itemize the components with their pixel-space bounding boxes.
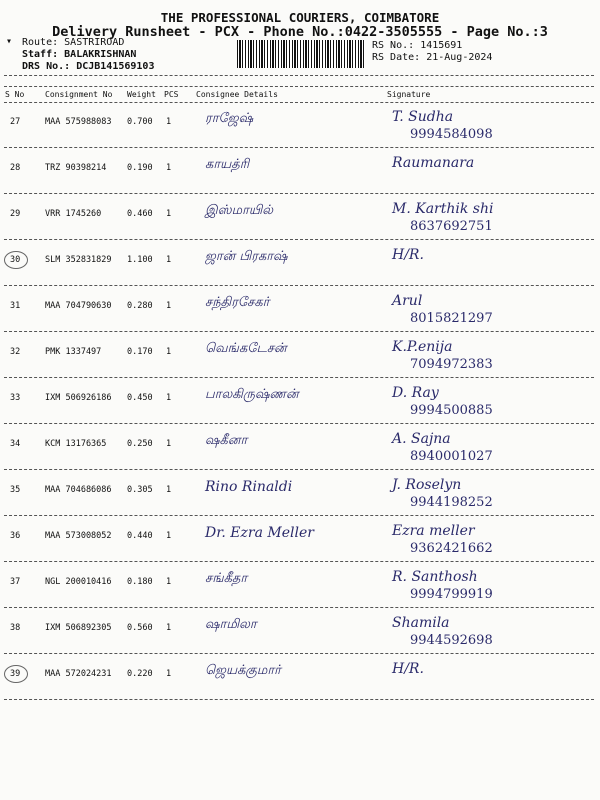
drs-value: DCJB141569103 — [76, 61, 155, 72]
row-pcs: 1 — [166, 393, 172, 403]
row-sno: 39 — [10, 669, 21, 679]
col-pcs: PCS — [164, 90, 179, 99]
row-consignee-name: ஜெயக்குமார் — [205, 663, 281, 678]
rs-no-label: RS No.: — [372, 40, 415, 51]
row-consignee-name: ஷகீனா — [205, 433, 248, 448]
circle-mark — [4, 665, 28, 683]
drs-line — [22, 61, 154, 73]
row-signature: J. Roselyn — [392, 477, 462, 493]
row-weight: 0.560 — [127, 623, 153, 633]
divider — [4, 102, 594, 103]
row-sno: 38 — [10, 623, 21, 633]
row-consignee-name: பாலகிருஷ்ணன் — [205, 387, 299, 402]
row-consignment: MAA 704790630 — [45, 301, 112, 311]
row-divider — [4, 193, 594, 194]
row-weight: 1.100 — [127, 255, 153, 265]
row-sno: 27 — [10, 117, 21, 127]
drs-label: DRS No.: — [22, 61, 71, 72]
row-consignment: MAA 704686086 — [45, 485, 112, 495]
row-pcs: 1 — [166, 485, 172, 495]
row-phone: 8637692751 — [410, 219, 493, 234]
row-sno: 29 — [10, 209, 21, 219]
row-signature: H/R. — [392, 661, 424, 677]
row-consignee-name: Dr. Ezra Meller — [205, 525, 314, 541]
row-weight: 0.250 — [127, 439, 153, 449]
row-phone: 9944592698 — [410, 633, 493, 648]
row-phone: 9994799919 — [410, 587, 493, 602]
route-line — [22, 37, 124, 49]
row-divider — [4, 377, 594, 378]
row-consignee-name: ஜான் பிரகாஷ் — [205, 249, 288, 264]
row-consignment: IXM 506892305 — [45, 623, 112, 633]
row-pcs: 1 — [166, 163, 172, 173]
row-signature: Ezra meller — [392, 523, 475, 539]
rs-no-value: 1415691 — [420, 40, 463, 51]
row-phone: 8940001027 — [410, 449, 493, 464]
row-signature: Raumanara — [392, 155, 475, 171]
row-phone: 9994584098 — [410, 127, 493, 142]
row-divider — [4, 699, 594, 700]
row-pcs: 1 — [166, 117, 172, 127]
row-sno: 32 — [10, 347, 21, 357]
row-weight: 0.280 — [127, 301, 153, 311]
col-weight: Weight — [127, 90, 156, 99]
col-consignee: Consignee Details — [196, 90, 278, 99]
row-phone: 9994500885 — [410, 403, 493, 418]
row-pcs: 1 — [166, 209, 172, 219]
row-pcs: 1 — [166, 347, 172, 357]
circle-mark — [4, 251, 28, 269]
row-signature: R. Santhosh — [392, 569, 478, 585]
col-sno: S No — [5, 90, 25, 99]
row-consignment: TRZ 90398214 — [45, 163, 107, 173]
rs-date-value: 21-Aug-2024 — [426, 52, 493, 63]
row-consignee-name: Rino Rinaldi — [205, 479, 293, 495]
row-divider — [4, 607, 594, 608]
row-phone: 9944198252 — [410, 495, 493, 510]
row-weight: 0.700 — [127, 117, 153, 127]
route-label: Route: — [22, 37, 59, 48]
row-divider — [4, 469, 594, 470]
row-weight: 0.440 — [127, 531, 153, 541]
row-signature: H/R. — [392, 247, 424, 263]
row-sno: 31 — [10, 301, 21, 311]
row-consignment: MAA 572024231 — [45, 669, 112, 679]
row-consignment: VRR 1745260 — [45, 209, 102, 219]
row-weight: 0.170 — [127, 347, 153, 357]
row-signature: A. Sajna — [392, 431, 451, 447]
row-consignment: SLM 352831829 — [45, 255, 112, 265]
row-divider — [4, 515, 594, 516]
rs-date-label: RS Date: — [372, 52, 421, 63]
row-divider — [4, 423, 594, 424]
row-sno: 35 — [10, 485, 21, 495]
row-signature: M. Karthik shi — [392, 201, 494, 217]
tick-mark: ▾ — [6, 36, 13, 47]
row-sno: 34 — [10, 439, 21, 449]
row-weight: 0.220 — [127, 669, 153, 679]
col-consignment: Consignment No — [45, 90, 113, 99]
row-sno: 28 — [10, 163, 21, 173]
row-weight: 0.305 — [127, 485, 153, 495]
row-consignee-name: வெங்கடேசன் — [205, 341, 287, 356]
row-consignment: PMK 1337497 — [45, 347, 102, 357]
row-weight: 0.450 — [127, 393, 153, 403]
row-weight: 0.190 — [127, 163, 153, 173]
row-divider — [4, 147, 594, 148]
row-divider — [4, 561, 594, 562]
row-divider — [4, 239, 594, 240]
row-pcs: 1 — [166, 439, 172, 449]
barcode — [237, 40, 365, 68]
divider — [4, 75, 594, 76]
staff-line — [22, 49, 136, 61]
row-consignment: IXM 506926186 — [45, 393, 112, 403]
row-consignee-name: சங்கீதா — [205, 571, 248, 586]
row-pcs: 1 — [166, 623, 172, 633]
row-divider — [4, 285, 594, 286]
row-signature: Arul — [392, 293, 423, 309]
row-weight: 0.180 — [127, 577, 153, 587]
route-value: SASTRIROAD — [64, 37, 125, 48]
row-pcs: 1 — [166, 531, 172, 541]
row-consignee-name: ஷாமிலா — [205, 617, 257, 632]
row-divider — [4, 331, 594, 332]
runsheet-title: Delivery Runsheet - PCX - Phone No.:0422-3505555 - Page No.:3 — [52, 24, 548, 40]
row-divider — [4, 653, 594, 654]
staff-value: BALAKRISHNAN — [64, 49, 137, 60]
row-signature: T. Sudha — [392, 109, 454, 125]
company-title: THE PROFESSIONAL COURIERS, COIMBATORE — [160, 10, 440, 25]
row-pcs: 1 — [166, 301, 172, 311]
row-sno: 30 — [10, 255, 21, 265]
row-phone: 8015821297 — [410, 311, 493, 326]
row-phone: 7094972383 — [410, 357, 493, 372]
rs-date-line — [372, 52, 492, 64]
row-signature: D. Ray — [392, 385, 439, 401]
row-consignee-name: இஸ்மாயில் — [205, 203, 273, 218]
rs-no-line — [372, 40, 462, 52]
row-consignment: NGL 200010416 — [45, 577, 112, 587]
row-consignee-name: சந்திரசேகர் — [205, 295, 270, 310]
row-weight: 0.460 — [127, 209, 153, 219]
divider — [4, 86, 594, 87]
staff-label: Staff: — [22, 49, 59, 60]
row-consignment: MAA 575988083 — [45, 117, 112, 127]
row-signature: Shamila — [392, 615, 450, 631]
row-phone: 9362421662 — [410, 541, 493, 556]
row-pcs: 1 — [166, 577, 172, 587]
row-consignment: MAA 573008052 — [45, 531, 112, 541]
row-consignee-name: ராஜேஷ் — [205, 111, 254, 126]
row-consignment: KCM 13176365 — [45, 439, 107, 449]
row-sno: 33 — [10, 393, 21, 403]
row-sno: 36 — [10, 531, 21, 541]
row-signature: K.P.enija — [392, 339, 453, 355]
row-consignee-name: காயத்ரி — [205, 157, 250, 172]
col-signature: Signature — [387, 90, 431, 99]
row-pcs: 1 — [166, 669, 172, 679]
row-pcs: 1 — [166, 255, 172, 265]
row-sno: 37 — [10, 577, 21, 587]
